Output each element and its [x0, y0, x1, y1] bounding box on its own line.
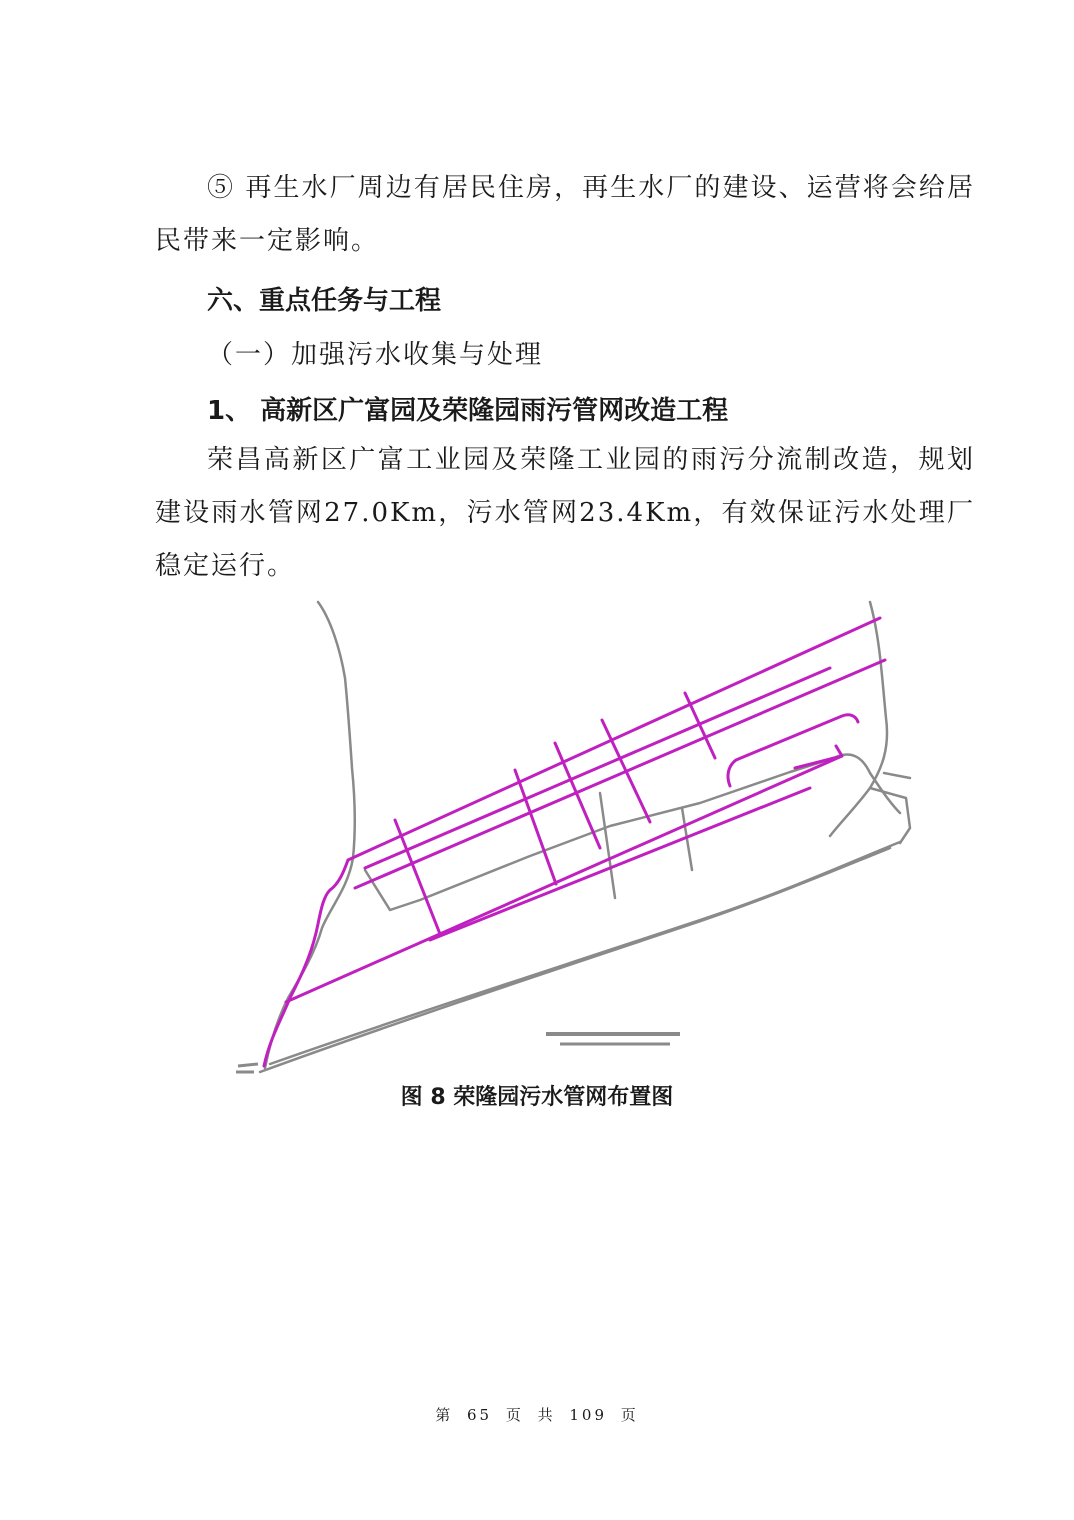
page-footer: 第 65 页 共 109 页: [435, 1406, 639, 1424]
pipe-cross-c: [555, 743, 600, 848]
pipe-parallel-1: [365, 668, 830, 868]
road-east-branch: [834, 754, 900, 813]
sewer-network-map: [230, 598, 920, 1080]
task-heading-title: 高新区广富园及荣隆园雨污管网改造工程: [260, 396, 729, 426]
task-heading-number: 1、: [207, 396, 252, 426]
road-cross-1: [600, 793, 615, 898]
item5-marker: ⑤: [207, 173, 236, 203]
road-inner-loop: [365, 758, 834, 910]
road-junction-east-2: [884, 773, 910, 778]
map-corner-marks: [236, 1064, 258, 1072]
item5-paragraph: [155, 162, 975, 268]
pipe-west-trunk: [264, 860, 348, 1066]
task-heading: [207, 390, 728, 427]
pipe-north-stub: [795, 746, 842, 768]
scale-bar: [546, 1034, 680, 1044]
item5-text: 再生水厂周边有居民住房，再生水厂的建设、运营将会给居民带来一定影响。: [155, 173, 975, 256]
section-heading: 六、重点任务与工程: [207, 286, 442, 316]
road-west-boundary: [265, 602, 355, 1068]
sewer-pipes: [264, 618, 885, 1066]
road-south-inner: [270, 842, 900, 1064]
figure-caption: 图 8 荣隆园污水管网布置图: [400, 1085, 674, 1110]
road-lines: [260, 602, 910, 1072]
subsection-heading: （一）加强污水收集与处理: [207, 340, 544, 370]
task-body-paragraph: 荣昌高新区广富工业园及荣隆工业园的雨污分流制改造，规划建设雨水管网27.0Km，污水管网23.4Km，有效保证污水处理厂稳定运行。: [155, 445, 975, 581]
pipe-main-3: [430, 788, 810, 940]
pipe-cross-d: [602, 720, 650, 822]
road-junction-east: [870, 788, 910, 843]
